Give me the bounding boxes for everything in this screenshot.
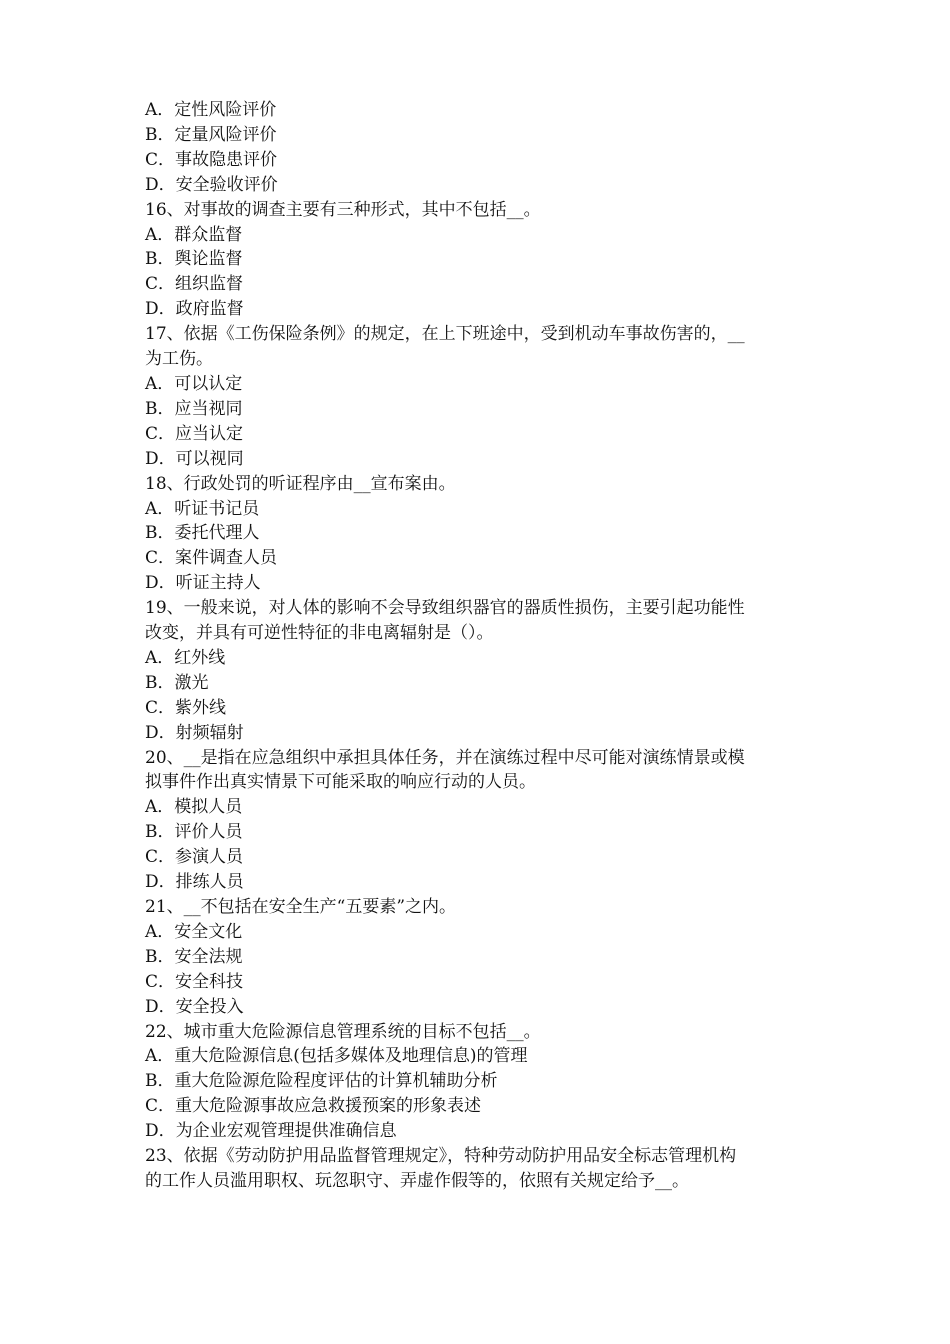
document-body — [145, 98, 810, 1194]
question-23: 23、依据《劳动防护用品监督管理规定》，特种劳动防护用品安全标志管理机构 — [145, 1146, 737, 1167]
option-line: D．排练人员 — [145, 872, 244, 893]
option-line: B．舆论监督 — [145, 249, 243, 270]
option-line: D．为企业宏观管理提供准确信息 — [145, 1121, 397, 1142]
option-line: C．安全科技 — [145, 971, 244, 992]
option-line: B．委托代理人 — [145, 523, 260, 544]
option-line: B．评价人员 — [145, 822, 243, 843]
option-line: A．安全文化 — [145, 921, 243, 942]
question-18: 18、行政处罚的听证程序由__宣布案由。 — [145, 473, 456, 494]
option-line: A．定性风险评价 — [145, 100, 277, 120]
option-line: A．群众监督 — [145, 224, 243, 245]
option-line: B．应当视同 — [145, 398, 243, 419]
question-20: 20、__是指在应急组织中承担具体任务，并在演练过程中尽可能对演练情景或模 — [145, 747, 745, 768]
option-line: A．听证书记员 — [145, 498, 260, 519]
option-line: A．可以认定 — [145, 373, 243, 394]
option-line: D．可以视同 — [145, 448, 244, 469]
option-line: C．案件调查人员 — [145, 548, 278, 569]
option-line: A．模拟人员 — [145, 797, 243, 818]
option-line: A．红外线 — [145, 647, 226, 668]
option-line: C．组织监督 — [145, 274, 244, 295]
option-line: C．紫外线 — [145, 697, 227, 718]
question-16: 16、对事故的调查主要有三种形式，其中不包括__。 — [145, 199, 541, 220]
option-line: A．重大危险源信息(包括多媒体及地理信息)的管理 — [145, 1046, 528, 1067]
option-line: D．安全投入 — [145, 996, 244, 1017]
question-23-cont: 的工作人员滥用职权、玩忽职守、弄虚作假等的，依照有关规定给予__。 — [145, 1170, 689, 1191]
question-19-cont: 改变，并具有可逆性特征的非电离辐射是（）。 — [145, 623, 494, 644]
option-line: B．定量风险评价 — [145, 124, 277, 145]
option-line: C．应当认定 — [145, 423, 244, 444]
option-line: D．射频辐射 — [145, 722, 244, 743]
question-17: 17、依据《工伤保险条例》的规定，在上下班途中，受到机动车事故伤害的，__ — [145, 324, 745, 345]
option-line: D．政府监督 — [145, 299, 244, 320]
option-line: C．参演人员 — [145, 847, 244, 868]
option-line: D．听证主持人 — [145, 573, 261, 594]
option-line: B．安全法规 — [145, 946, 243, 967]
option-line: D．安全验收评价 — [145, 174, 278, 195]
question-19: 19、一般来说，对人体的影响不会导致组织器官的器质性损伤，主要引起功能性 — [145, 598, 745, 619]
option-line: C．重大危险源事故应急救援预案的形象表述 — [145, 1096, 482, 1117]
question-20-cont: 拟事件作出真实情景下可能采取的响应行动的人员。 — [145, 772, 536, 793]
question-22: 22、城市重大危险源信息管理系统的目标不包括__。 — [145, 1021, 541, 1042]
question-17-cont: 为工伤。 — [145, 349, 213, 370]
option-line: B．重大危险源危险程度评估的计算机辅助分析 — [145, 1071, 498, 1092]
option-line: B．激光 — [145, 672, 209, 693]
question-21: 21、__不包括在安全生产“五要素”之内。 — [145, 897, 457, 917]
option-line: C．事故隐患评价 — [145, 149, 278, 170]
